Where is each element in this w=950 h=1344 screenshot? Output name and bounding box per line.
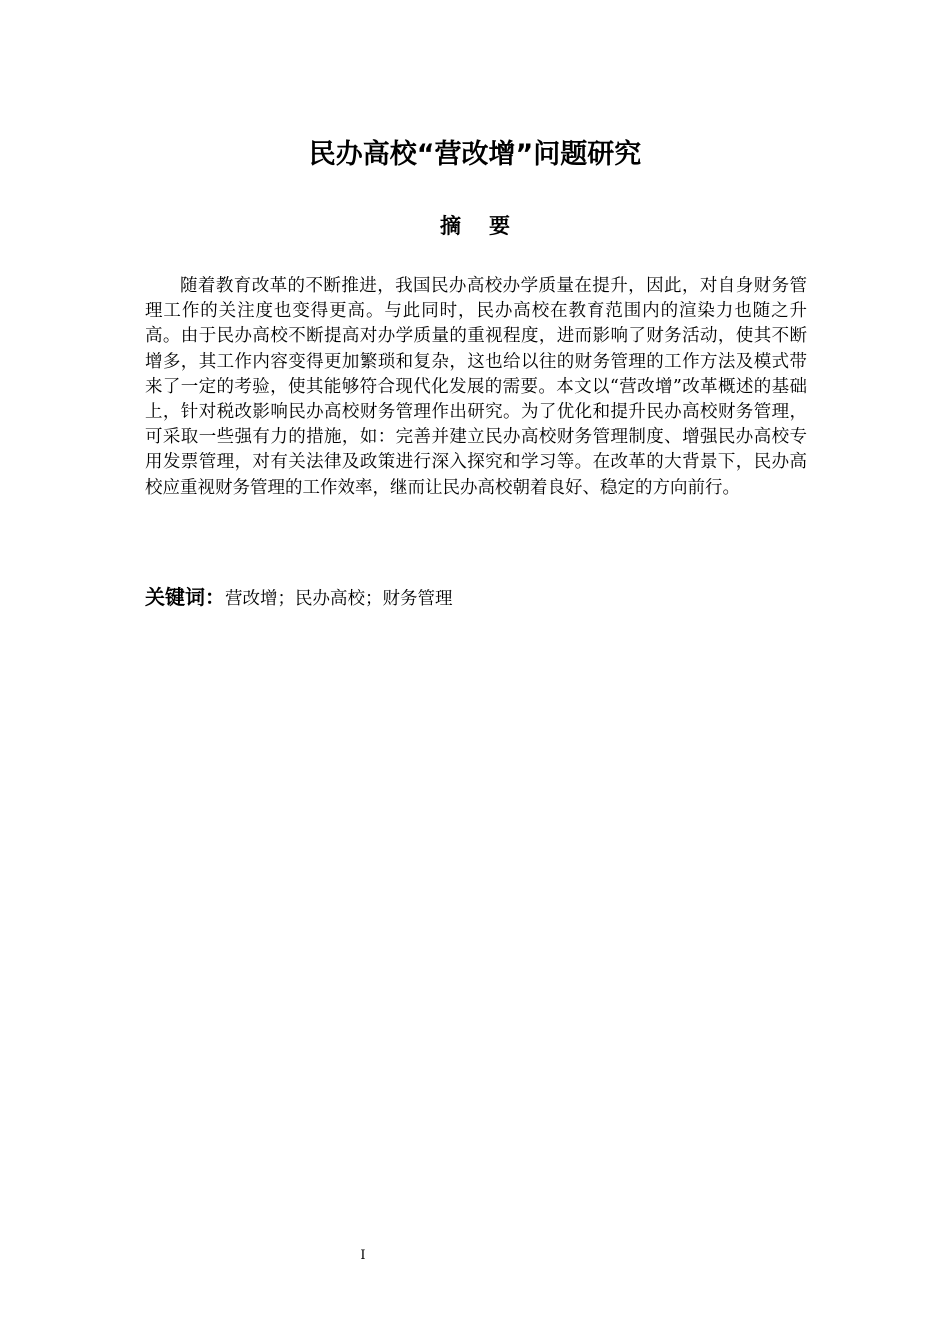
abstract-body: 随着教育改革的不断推进，我国民办高校办学质量在提升，因此，对自身财务管理工作的关注度也变得更高。与此同时，民办高校在教育范围内的渲染力也随之升高。由于民办高校不断提高对办学质量的重视程度，进而影响了财务活动，使其不断增多，其工作内容变得更加繁琐和复杂，这也给以往的财务管理的工作方法及模式带来了一定的考验，使其能够符合现代化发展的需要。本文以“营改增”改革概述的基础上，针对税改影响民办高校财务管理作出研究。为了优化和提升民办高校财务管理，可采取一些强有力的措施，如：完善并建立民办高校财务管理制度、增强民办高校专用发票管理，对有关法律及政策进行深入探究和学习等。在改革的大背景下，民办高校应重视财务管理的工作效率，继而让民办高校朝着良好、稳定的方向前行。 xyxy=(145,276,807,498)
keywords-value: 营改增；民办高校；财务管理 xyxy=(225,589,453,609)
abstract-heading xyxy=(0,210,950,240)
page-number: I xyxy=(360,1248,366,1263)
abstract-heading-char-2: 要 xyxy=(489,214,510,238)
document-title: 民办高校“营改增”问题研究 xyxy=(308,139,642,170)
abstract-heading-char-1: 摘 xyxy=(440,214,461,238)
keywords-line xyxy=(145,581,807,610)
keywords-label: 关键词： xyxy=(145,585,225,609)
